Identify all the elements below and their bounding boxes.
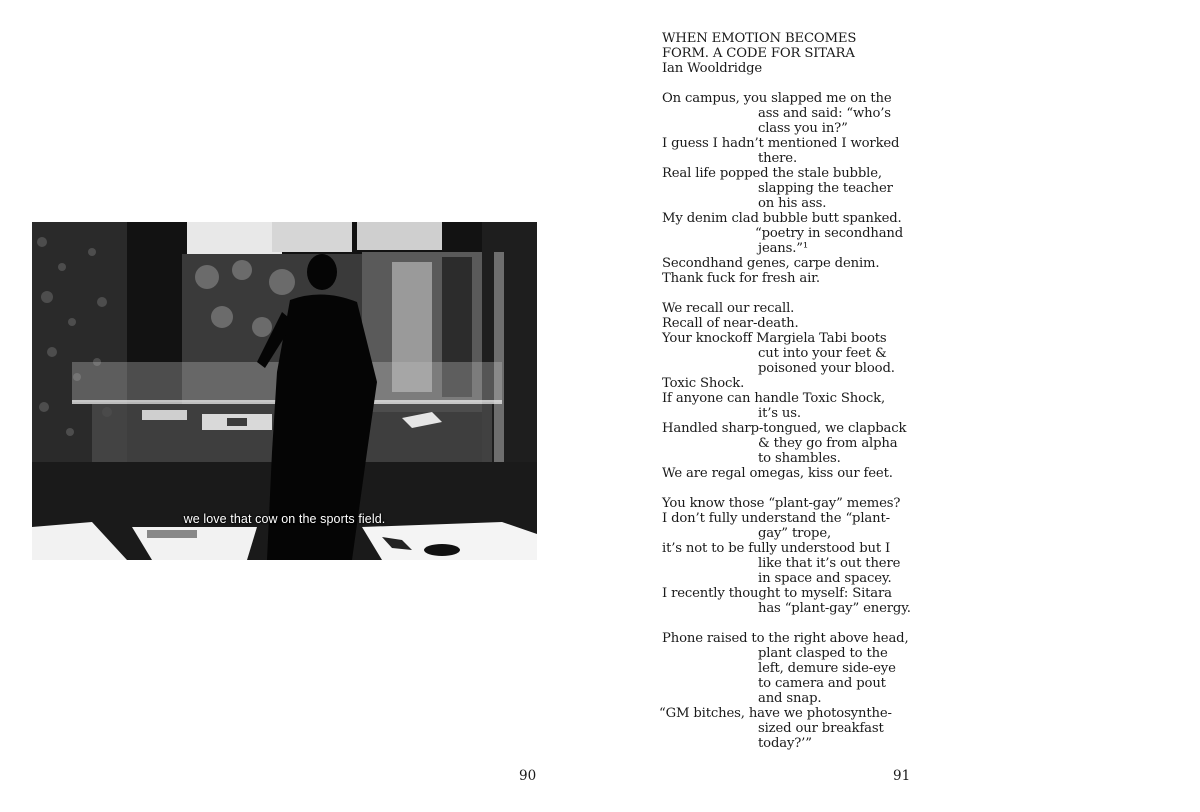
gallery-scene-image [32,222,537,560]
poem-line: We recall our recall. [662,301,795,316]
poem-line: in space and spacey. [758,571,892,586]
poem-line: I guess I hadn’t mentioned I worked [662,136,900,151]
poem-line: I recently thought to myself: Sitara [662,586,892,601]
poem-line: Phone raised to the right above head, [662,631,909,646]
poem-line: Toxic Shock. [662,376,745,391]
poem-line: ass and said: “who’s [758,106,891,121]
poem-line: there. [758,151,797,166]
poem-line: On campus, you slapped me on the [662,91,892,106]
poem-line: on his ass. [758,196,827,211]
poem-line: Your knockoff Margiela Tabi boots [662,331,887,346]
poem-line: plant clasped to the [758,646,888,661]
poem-line: Handled sharp-tongued, we clapback [662,421,907,436]
poem-line: I don’t fully understand the “plant- [662,511,890,526]
poem-line: it’s us. [758,406,801,421]
poem-line: to camera and pout [758,676,886,691]
poem-title-line: FORM. A CODE FOR SITARA [662,46,855,61]
poem-line: slapping the teacher [758,181,893,196]
poem-line: Real life popped the stale bubble, [662,166,882,181]
poem-line: it’s not to be fully understood but I [662,541,891,556]
poem-line: poisoned your blood. [758,361,895,376]
poem-line: We are regal omegas, kiss our feet. [662,466,893,481]
page-number-right: 91 [893,768,911,784]
video-subtitle: we love that cow on the sports field. [183,512,386,526]
poem-line: “GM bitches, have we photosynthe- [659,706,892,721]
poem-line: “poetry in secondhand [755,226,904,241]
poem-line: If anyone can handle Toxic Shock, [662,391,885,406]
poem-line: Recall of near-death. [662,316,799,331]
poem-line: Secondhand genes, carpe denim. [662,256,880,271]
video-still-photo [32,222,537,560]
page-number-left: 90 [519,768,537,784]
poem-line: jeans.”¹ [758,241,809,256]
poem-line: gay” trope, [758,526,832,541]
poem-line: My denim clad bubble butt spanked. [662,211,902,226]
poem-line: left, demure side-eye [758,661,896,676]
poem-line: cut into your feet & [758,346,887,361]
right-page [600,0,1200,812]
poem-title [662,31,962,61]
poem-line: class you in?” [758,121,848,136]
poem-title-line: WHEN EMOTION BECOMES [662,31,857,46]
poem-line: today?’” [758,736,812,751]
poem-author: Ian Wooldridge [662,61,763,76]
poem-line: Thank fuck for fresh air. [662,271,820,286]
poem-line: like that it’s out there [758,556,901,571]
poem-line: & they go from alpha [758,436,898,451]
poem-line: sized our breakfast [758,721,884,736]
poem-line: has “plant-gay” energy. [758,601,911,616]
poem-line: to shambles. [758,451,841,466]
poem [659,31,962,751]
poem-line: You know those “plant-gay” memes? [662,496,901,511]
poem-line: and snap. [758,691,822,706]
